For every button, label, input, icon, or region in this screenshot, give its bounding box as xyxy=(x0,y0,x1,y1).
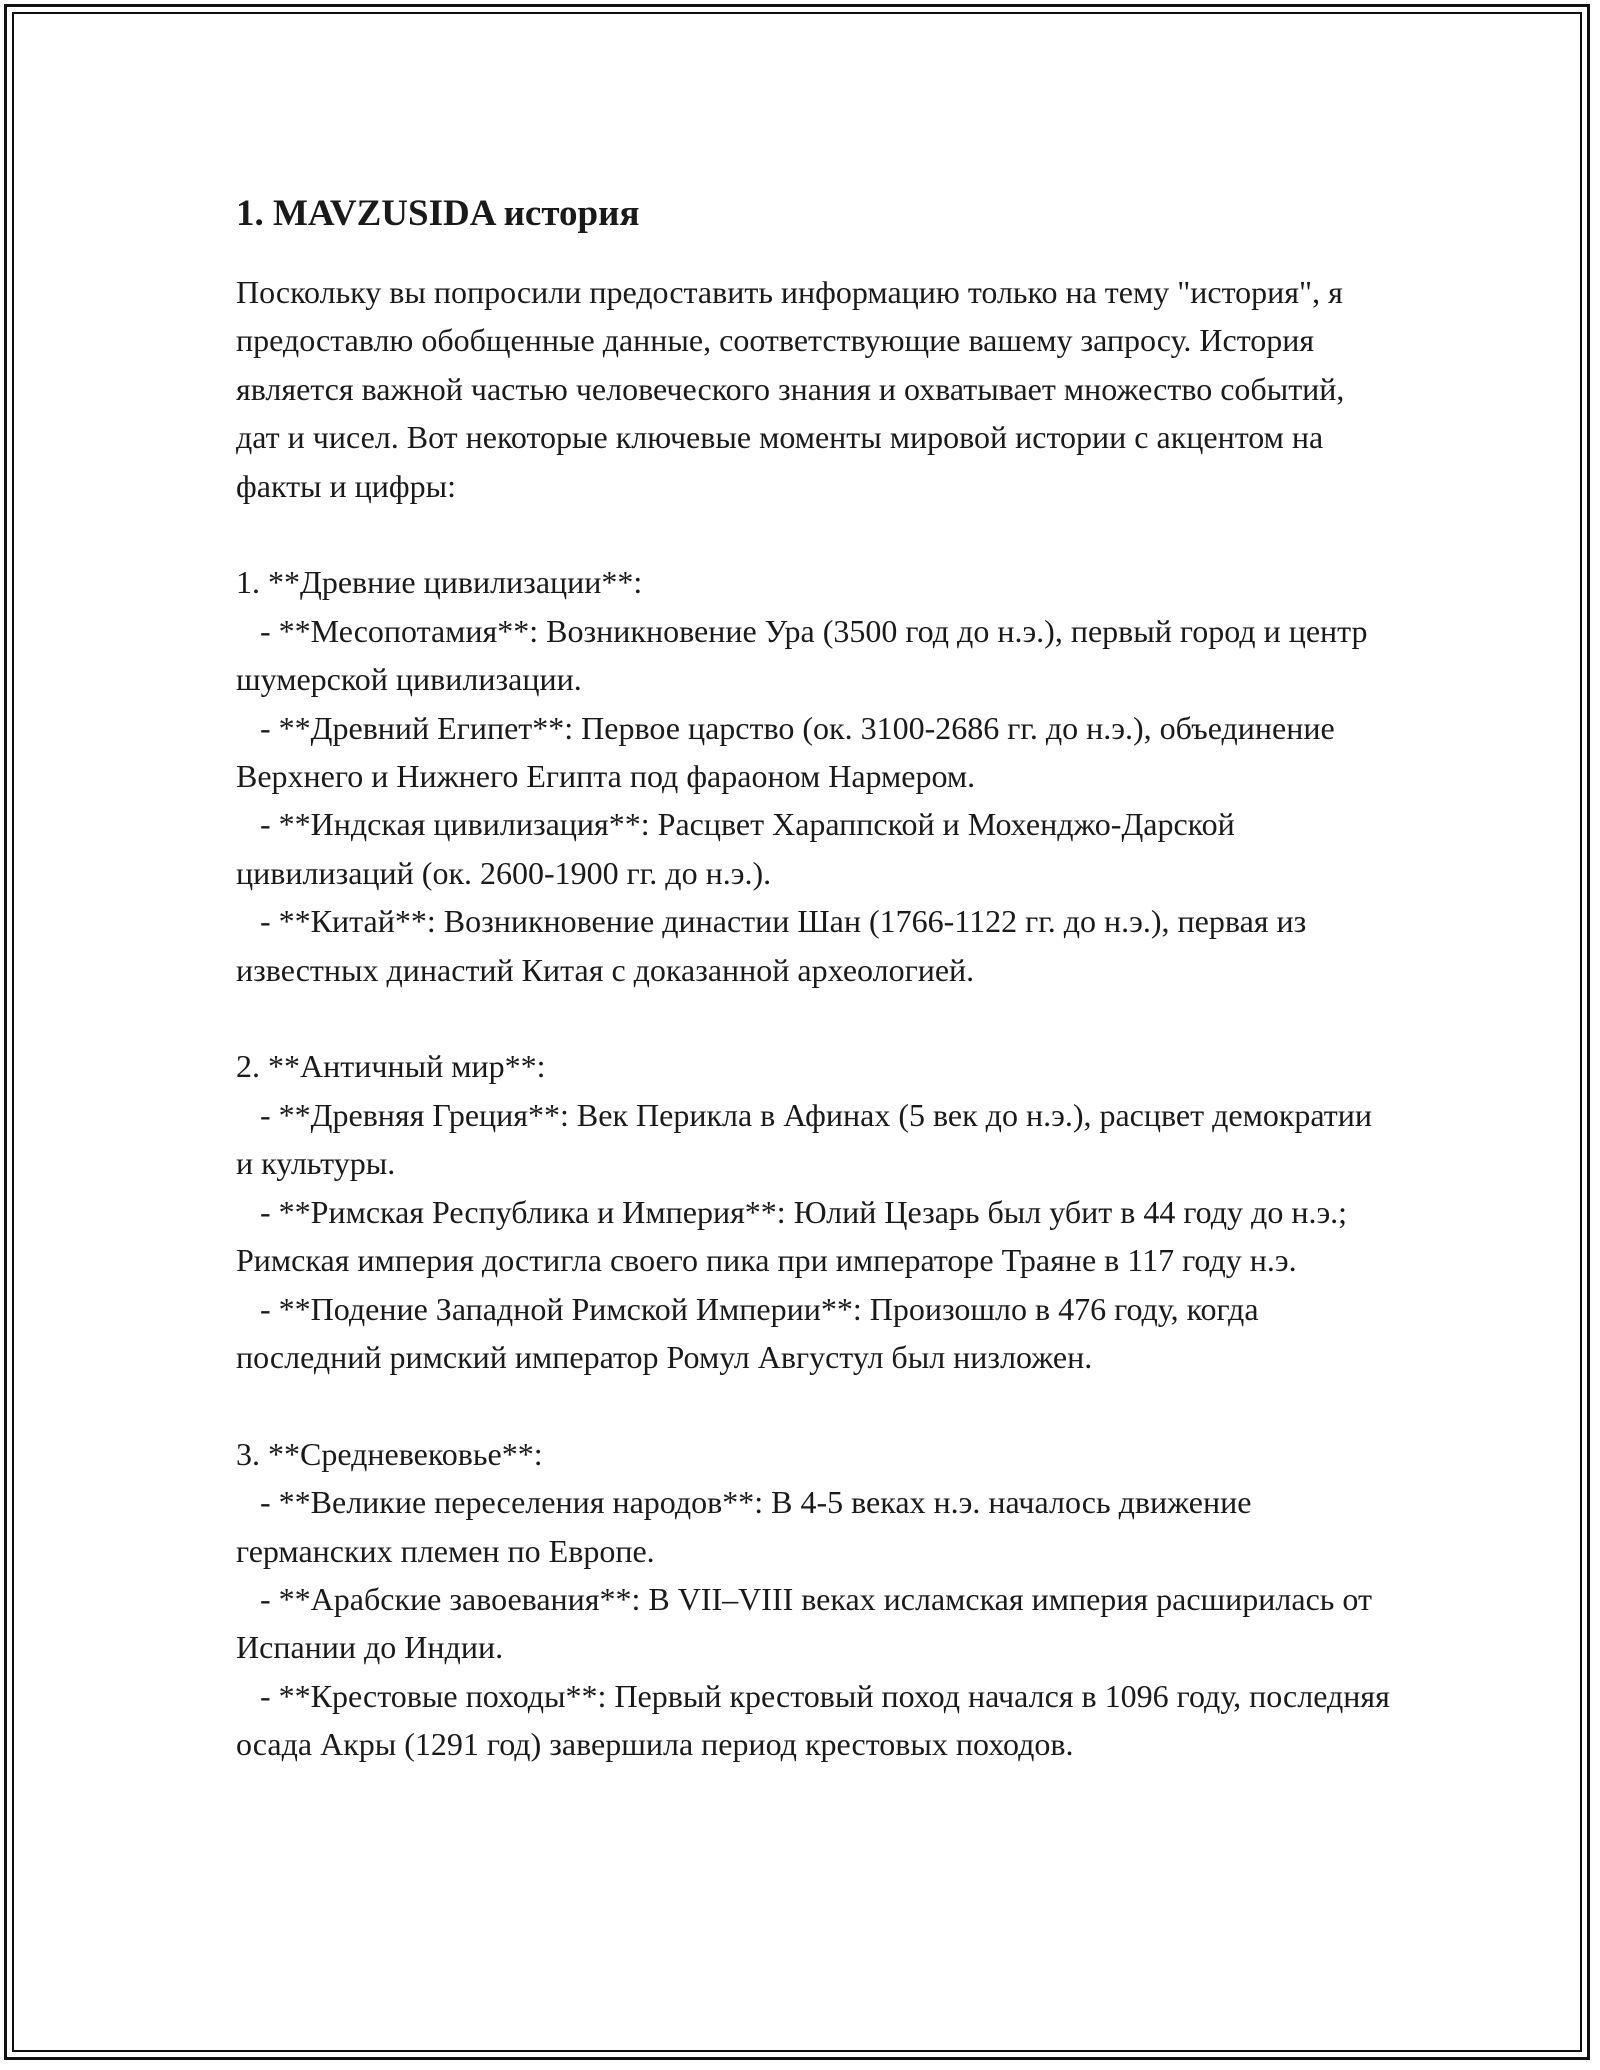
section-antiquity xyxy=(236,1042,1396,1381)
list-item: - **Месопотамия**: Возникновение Ура (3500 год до н.э.), первый город и центр шумерской цивилизации. xyxy=(236,612,1376,698)
document-title: 1. MAVZUSIDA история xyxy=(236,193,640,234)
list-item: - **Китай**: Возникновение династии Шан (1766-1122 гг. до н.э.), первая из известных династий Китая с доказанной археологией. xyxy=(236,903,1315,988)
section-heading: 2. **Античный мир**: xyxy=(236,1048,546,1085)
intro-paragraph: Поскольку вы попросили предоставить информацию только на тему "история", я предоставлю обобщенные данные, соответствующие вашему запросу. История является важной частью человеческого знания и охватывает множество событий, дат и чисел. Вот некоторые ключевые моменты мировой истории с акцентом на факты и цифры: xyxy=(236,274,1345,504)
list-item: - **Крестовые походы**: Первый крестовый поход начался в 1096 году, последняя осада Акры (1291 год) завершила период крестовых походов. xyxy=(236,1677,1398,1763)
document-body xyxy=(236,186,1396,1769)
list-item: - **Индская цивилизация**: Расцвет Хараппской и Мохенджо-Дарской цивилизаций (ок. 2600-1900 гг. до н.э.). xyxy=(236,806,1243,891)
list-item: - **Римская Республика и Империя**: Юлий Цезарь был убит в 44 году до н.э.; Римская империя достигла своего пика при императоре Траяне в 117 году н.э. xyxy=(236,1193,1356,1279)
section-ancient-civilizations xyxy=(236,558,1396,994)
section-middle-ages xyxy=(236,1430,1396,1769)
list-item: - **Подение Западной Римской Империи**: Произошло в 476 году, когда последний римский император Ромул Августул был низложен. xyxy=(236,1290,1267,1375)
list-item: - **Древний Египет**: Первое царство (ок. 3100-2686 гг. до н.э.), объединение Верхнего и Нижнего Египта под фараоном Нармером. xyxy=(236,709,1343,795)
list-item: - **Великие переселения народов**: В 4-5 веках н.э. началось движение германских племен по Европе. xyxy=(236,1484,1260,1569)
section-heading: 1. **Древние цивилизации**: xyxy=(236,564,643,601)
list-item: - **Арабские завоевания**: В VII–VIII веках исламская империя расширилась от Испании до Индии. xyxy=(236,1580,1380,1666)
list-item: - **Древняя Греция**: Век Перикла в Афинах (5 век до н.э.), расцвет демократии и культуры. xyxy=(236,1096,1380,1182)
section-heading: 3. **Средневековье**: xyxy=(236,1435,543,1472)
